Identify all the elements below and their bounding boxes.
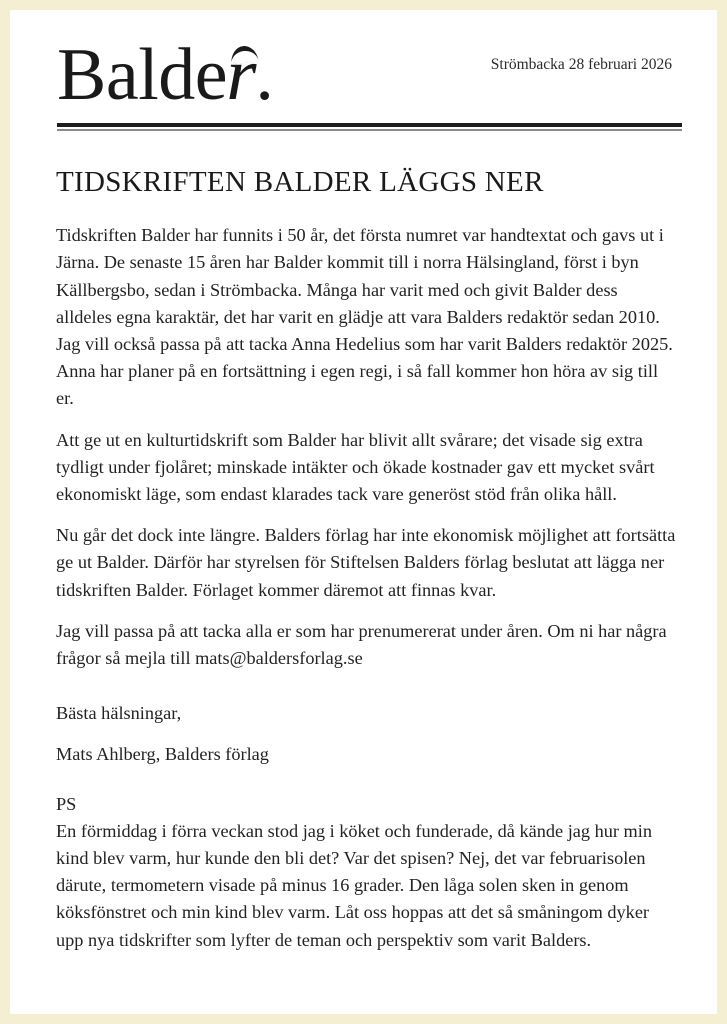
newsletter-page bbox=[10, 10, 717, 1014]
logo-wordmark-stem: Balde bbox=[57, 34, 228, 116]
article-body bbox=[56, 222, 676, 954]
masthead-rule bbox=[57, 123, 682, 131]
masthead bbox=[10, 10, 717, 130]
article-paragraph-contact: Jag vill passa på att tacka alla er som har prenumererat under åren. Om ni har några frågor så mejla till mats@baldersforlag.se bbox=[56, 620, 667, 669]
dateline: Strömbacka 28 februari 2026 bbox=[490, 56, 672, 73]
postscript-label: PS bbox=[56, 793, 77, 814]
signoff-line: Bästa hälsningar, bbox=[56, 703, 182, 724]
article-paragraph: Tidskriften Balder har funnits i 50 år, det första numret var handtextat och gavs ut i Järna. De senaste 15 åren har Balder kommit till i norra Hälsingland, först i byn Källbergsbo, sedan i Strömbacka. Många har varit med och givit Balder dess alldeles egna karaktär, det har varit en glädje att vara Balders redaktör sedan 2010. Jag vill också passa på att tacka Anna Hedelius som har varit Balders redaktör 2025. Anna har planer på en fortsättning i egen regi, i så fall kommer hon höra av sig till er. bbox=[56, 225, 673, 409]
article-paragraph: Nu går det dock inte längre. Balders förlag har inte ekonomisk möjlighet att fortsätta ge ut Balder. Därför har styrelsen för Stiftelsen Balders förlag beslutat att lägga ner tidskriften Balder. Förlaget kommer däremot att finnas kvar. bbox=[56, 525, 676, 600]
signature-line: Mats Ahlberg, Balders förlag bbox=[56, 744, 269, 765]
postscript-block bbox=[56, 791, 676, 954]
article bbox=[56, 165, 676, 954]
page-title: TIDSKRIFTEN BALDER LÄGGS NER bbox=[56, 166, 544, 198]
signature-spacer bbox=[56, 686, 676, 700]
logo-swash-r: r bbox=[226, 34, 257, 116]
postscript-text: En förmiddag i förra veckan stod jag i köket och funderade, då kände jag hur min kind blev varm, hur kunde den bli det? Var det spisen? Nej, det var februarisolen därute, termometern visade på minus 16 grader. Den låga solen sken in genom köksfönstret och min kind blev varm. Låt oss hoppas att det så småningom dyker upp nya tidskrifter som lyfter de teman och perspektiv som varit Balders. bbox=[56, 820, 652, 950]
publication-logo: Balder. bbox=[57, 34, 274, 116]
article-paragraph: Att ge ut en kulturtidskrift som Balder har blivit allt svårare; det visade sig extra tydligt under fjolåret; minskade intäkter och ökade kostnader gav ett mycket svårt ekonomiskt läge, som endast klarades tack vare generöst stöd från olika håll. bbox=[56, 429, 655, 505]
rule-thin-bar bbox=[57, 129, 682, 131]
